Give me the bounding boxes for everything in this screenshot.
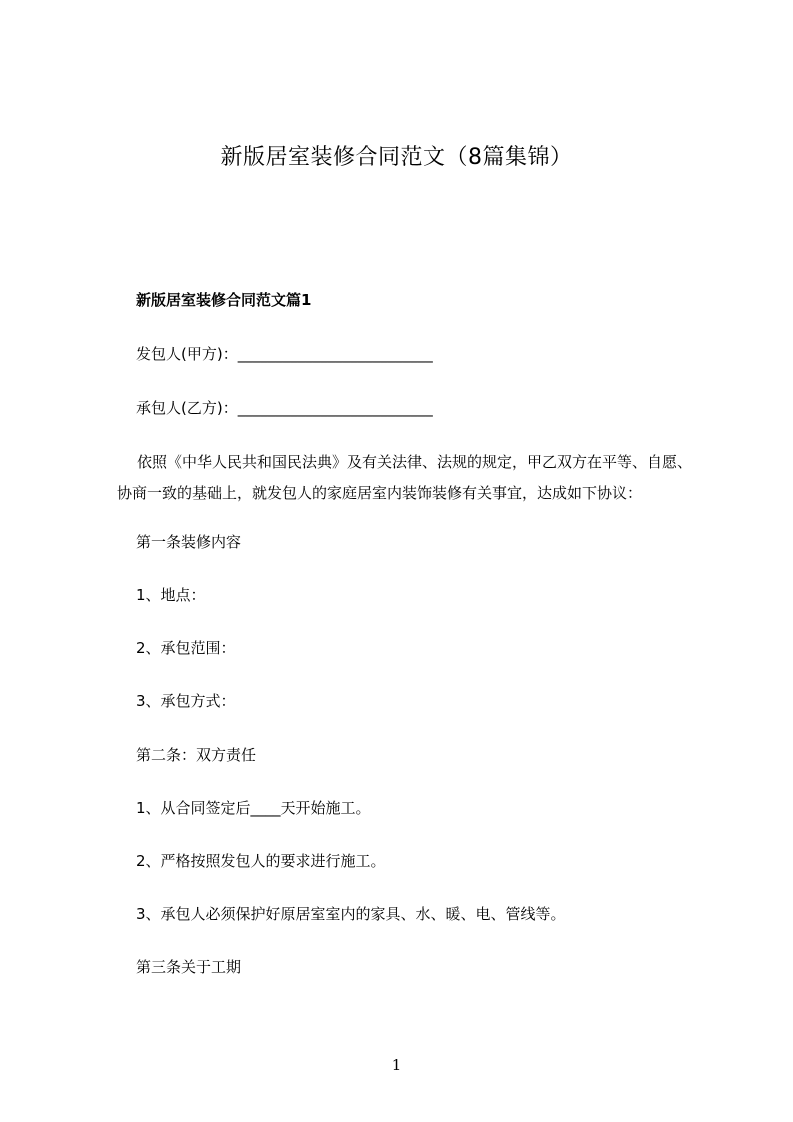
article1-item2: 2、承包范围：: [136, 639, 236, 657]
article1-item3: 3、承包方式：: [136, 692, 236, 710]
article2-title: 第二条：双方责任: [136, 746, 257, 764]
party-a-line: 发包人(甲方)：__________________________: [136, 345, 433, 363]
party-b-line: 承包人(乙方)：__________________________: [136, 399, 433, 417]
section-heading: 新版居室装修合同范文篇1: [136, 291, 312, 309]
article2-item2: 2、严格按照发包人的要求进行施工。: [136, 852, 386, 870]
page-number: 1: [391, 1056, 402, 1074]
article2-item1: 1、从合同签定后____天开始施工。: [136, 799, 371, 817]
article1-title: 第一条装修内容: [136, 533, 242, 551]
document-title: 新版居室装修合同范文（8篇集锦）: [220, 145, 573, 170]
intro-paragraph: 依照《中华人民共和国民法典》及有关法律、法规的规定，甲乙双方在平等、自愿、协商一致的基础上，就发包人的家庭居室内装饰装修有关事宜，达成如下协议：: [117, 453, 693, 502]
article2-item3: 3、承包人必须保护好原居室室内的家具、水、暖、电、管线等。: [136, 905, 566, 923]
article1-item1: 1、地点：: [136, 586, 206, 604]
article3-title: 第三条关于工期: [136, 958, 242, 976]
